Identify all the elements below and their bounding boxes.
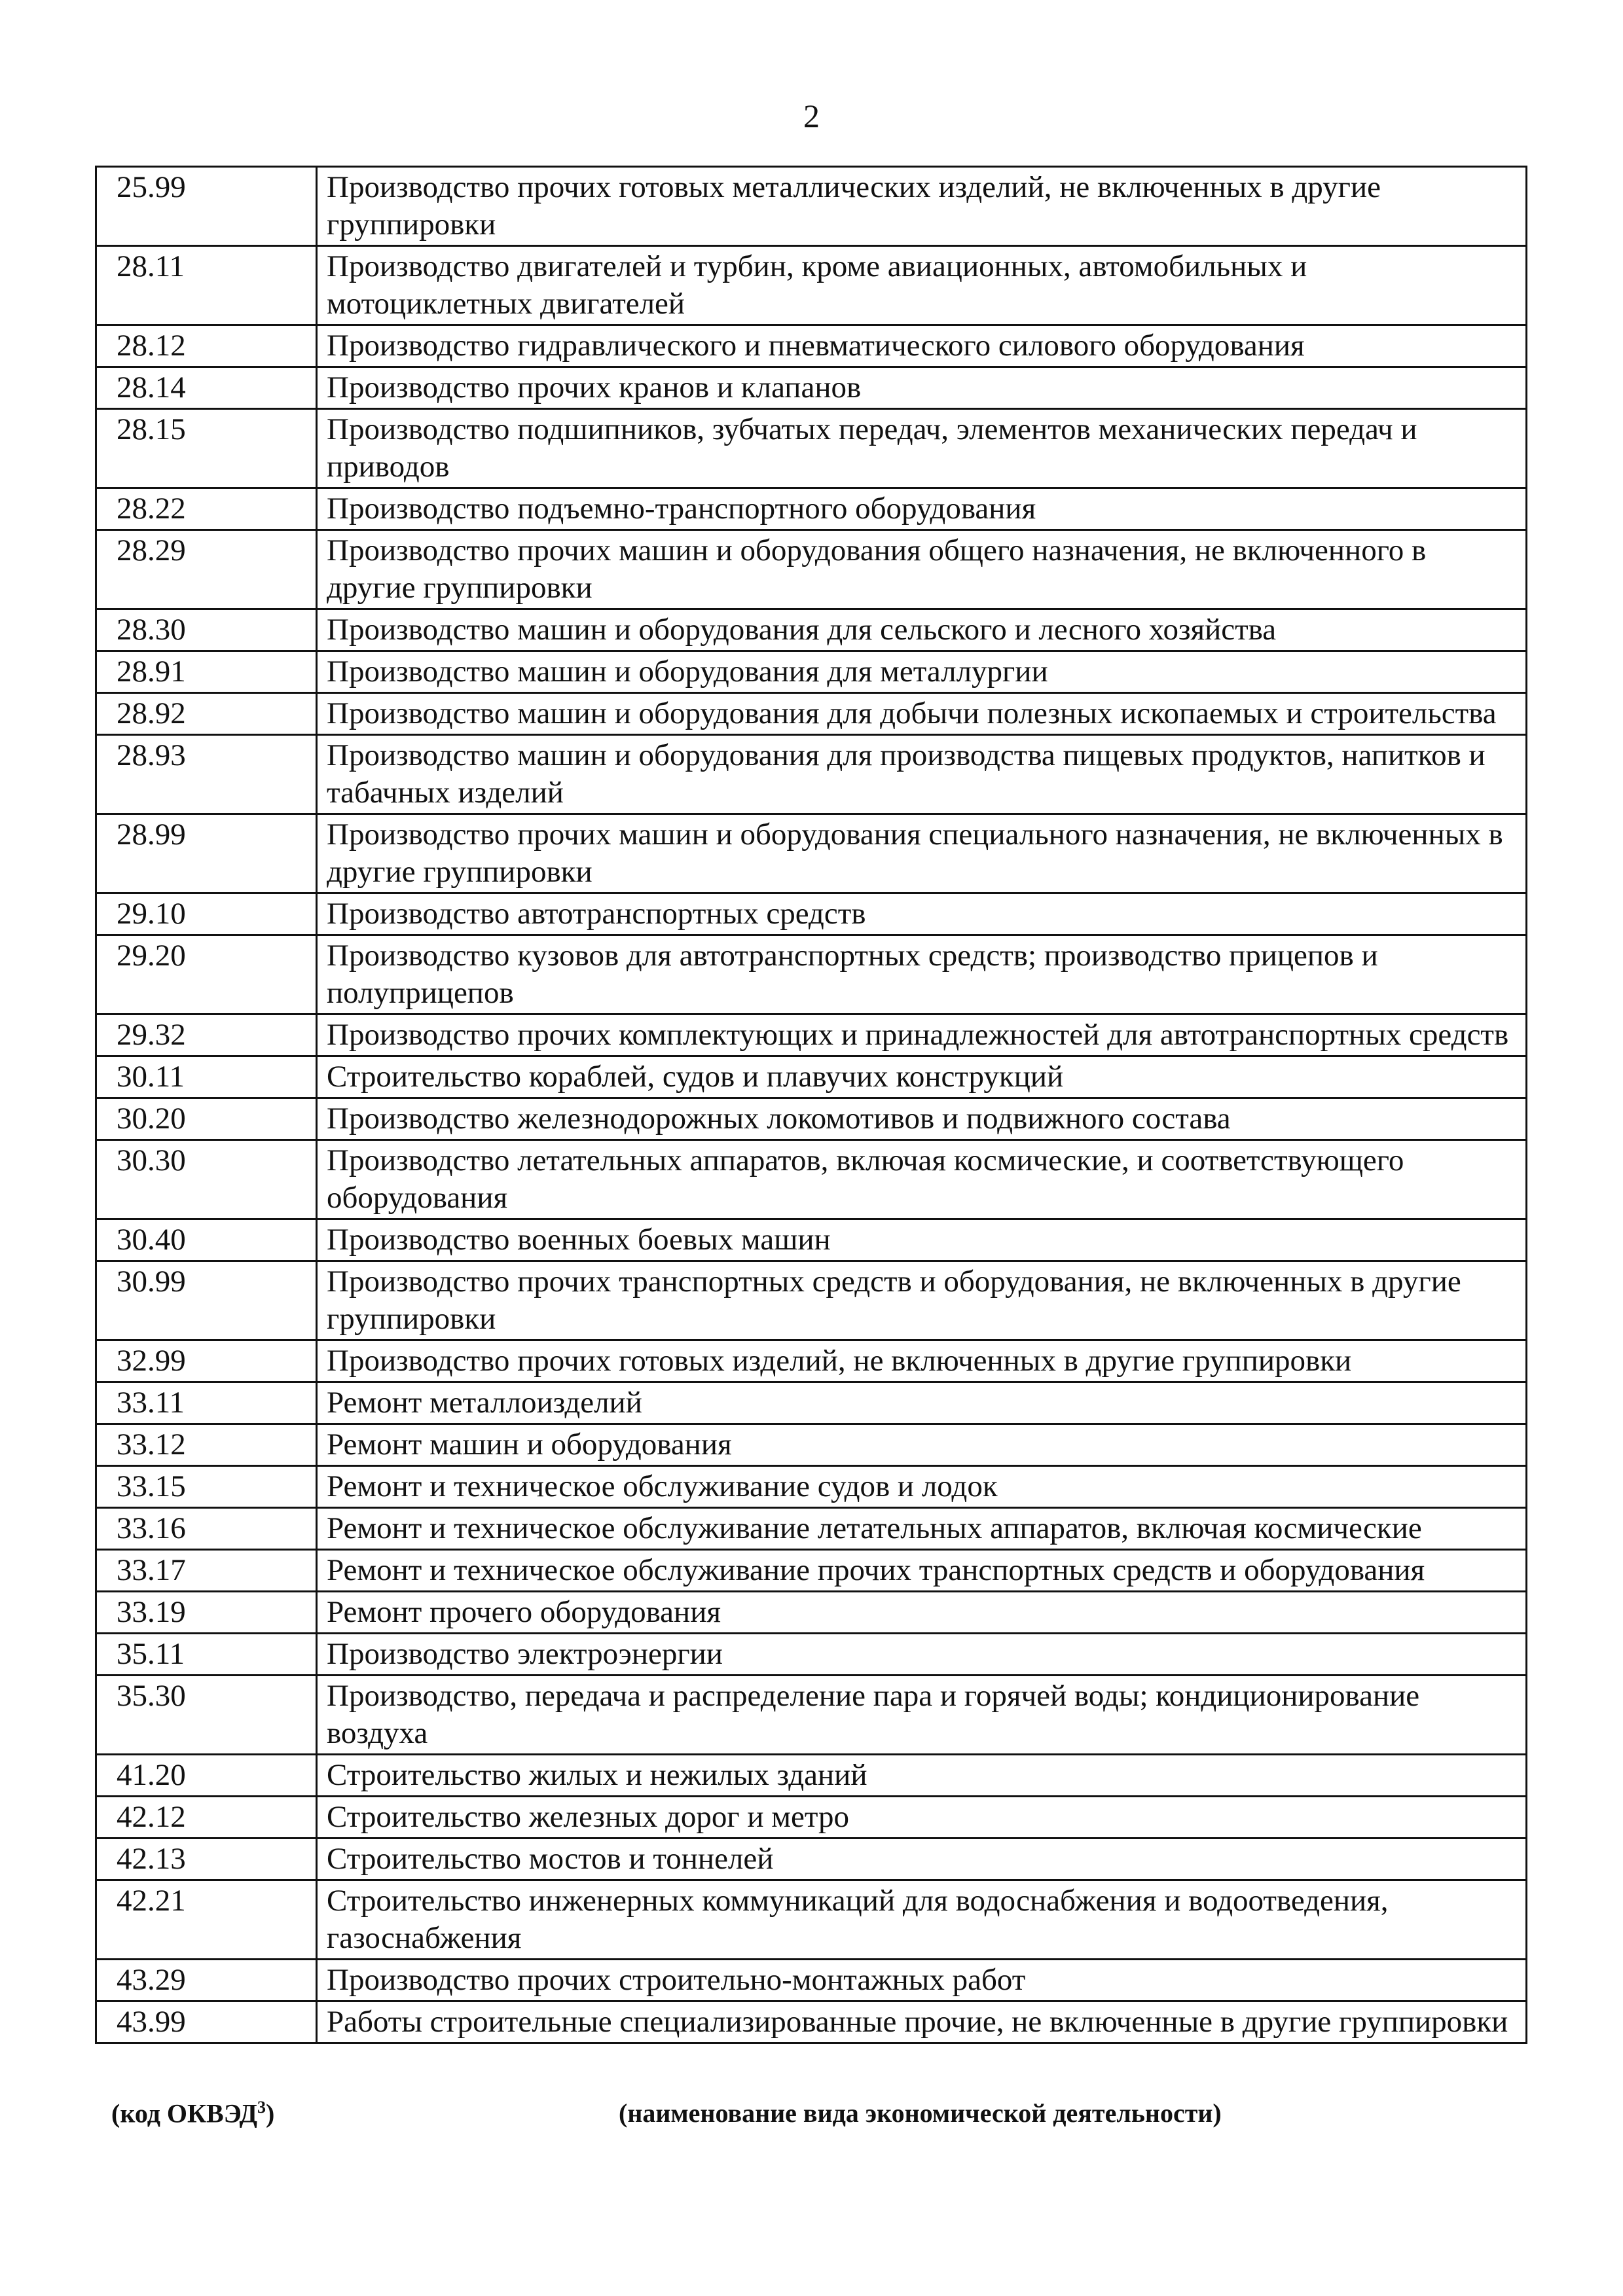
activity-name-cell: Производство машин и оборудования для производства пищевых продуктов, напитков и табачных изделий bbox=[317, 735, 1527, 814]
okved-code-cell: 28.22 bbox=[96, 488, 317, 530]
table-row bbox=[96, 1340, 1527, 1382]
okved-code-cell: 35.11 bbox=[96, 1634, 317, 1676]
activity-name-cell: Производство автотранспортных средств bbox=[317, 893, 1527, 935]
table-row bbox=[96, 1508, 1527, 1550]
okved-code-cell: 28.30 bbox=[96, 609, 317, 651]
page-number: 2 bbox=[803, 98, 820, 134]
code-caption-text: (код ОКВЭД bbox=[111, 2098, 258, 2128]
activity-name-cell: Ремонт и техническое обслуживание летательных аппаратов, включая космические bbox=[317, 1508, 1527, 1550]
activity-name-cell: Производство прочих машин и оборудования общего назначения, не включенного в другие группировки bbox=[317, 530, 1527, 609]
okved-code-cell: 33.16 bbox=[96, 1508, 317, 1550]
okved-code-cell: 28.29 bbox=[96, 530, 317, 609]
activity-name-cell: Производство железнодорожных локомотивов и подвижного состава bbox=[317, 1098, 1527, 1140]
activity-name-cell: Строительство инженерных коммуникаций для водоснабжения и водоотведения, газоснабжения bbox=[317, 1880, 1527, 1960]
table-row bbox=[96, 1219, 1527, 1261]
okved-code-cell: 30.30 bbox=[96, 1140, 317, 1219]
table-row bbox=[96, 1797, 1527, 1839]
table-row bbox=[96, 2001, 1527, 2043]
table-row bbox=[96, 935, 1527, 1014]
activity-name-cell: Производство машин и оборудования для добычи полезных ископаемых и строительства bbox=[317, 693, 1527, 735]
okved-code-cell: 32.99 bbox=[96, 1340, 317, 1382]
table-row bbox=[96, 1466, 1527, 1508]
okved-table bbox=[95, 166, 1527, 2044]
okved-code-cell: 30.11 bbox=[96, 1056, 317, 1098]
activity-name-cell: Производство подъемно-транспортного оборудования bbox=[317, 488, 1527, 530]
activity-name-cell: Производство гидравлического и пневматического силового оборудования bbox=[317, 325, 1527, 367]
activity-name-cell: Производство кузовов для автотранспортных средств; производство прицепов и полуприцепов bbox=[317, 935, 1527, 1014]
okved-code-cell: 42.21 bbox=[96, 1880, 317, 1960]
table-row bbox=[96, 1098, 1527, 1140]
okved-code-cell: 42.12 bbox=[96, 1797, 317, 1839]
activity-name-cell: Производство двигателей и турбин, кроме авиационных, автомобильных и мотоциклетных двигателей bbox=[317, 246, 1527, 325]
okved-code-cell: 28.15 bbox=[96, 409, 317, 488]
okved-code-cell: 33.17 bbox=[96, 1550, 317, 1592]
okved-code-cell: 28.92 bbox=[96, 693, 317, 735]
activity-name-cell: Ремонт и техническое обслуживание прочих транспортных средств и оборудования bbox=[317, 1550, 1527, 1592]
table-row bbox=[96, 530, 1527, 609]
table-row bbox=[96, 488, 1527, 530]
okved-code-cell: 28.12 bbox=[96, 325, 317, 367]
okved-code-cell: 30.99 bbox=[96, 1261, 317, 1340]
okved-code-cell: 43.99 bbox=[96, 2001, 317, 2043]
activity-name-cell: Производство прочих готовых металлических изделий, не включенных в другие группировки bbox=[317, 167, 1527, 246]
activity-name-cell: Производство летательных аппаратов, включая космические, и соответствующего оборудования bbox=[317, 1140, 1527, 1219]
activity-name-cell: Ремонт металлоизделий bbox=[317, 1382, 1527, 1424]
activity-name-cell: Строительство железных дорог и метро bbox=[317, 1797, 1527, 1839]
activity-name-cell: Ремонт машин и оборудования bbox=[317, 1424, 1527, 1466]
okved-code-cell: 33.12 bbox=[96, 1424, 317, 1466]
table-row bbox=[96, 246, 1527, 325]
table-row bbox=[96, 1382, 1527, 1424]
okved-code-cell: 29.10 bbox=[96, 893, 317, 935]
activity-name-cell: Производство прочих машин и оборудования специального назначения, не включенных в другие группировки bbox=[317, 814, 1527, 893]
activity-name-cell: Строительство мостов и тоннелей bbox=[317, 1839, 1527, 1880]
okved-code-cell: 35.30 bbox=[96, 1676, 317, 1755]
table-row bbox=[96, 693, 1527, 735]
okved-code-cell: 41.20 bbox=[96, 1755, 317, 1797]
okved-code-cell: 42.13 bbox=[96, 1839, 317, 1880]
table-row bbox=[96, 609, 1527, 651]
okved-code-cell: 33.15 bbox=[96, 1466, 317, 1508]
okved-code-cell: 28.11 bbox=[96, 246, 317, 325]
okved-code-cell: 25.99 bbox=[96, 167, 317, 246]
code-caption-close: ) bbox=[266, 2098, 275, 2128]
activity-name-cell: Производство прочих комплектующих и принадлежностей для автотранспортных средств bbox=[317, 1014, 1527, 1056]
okved-code-cell: 28.93 bbox=[96, 735, 317, 814]
activity-name-cell: Производство подшипников, зубчатых передач, элементов механических передач и приводов bbox=[317, 409, 1527, 488]
okved-code-cell: 29.20 bbox=[96, 935, 317, 1014]
table-row bbox=[96, 1880, 1527, 1960]
okved-code-cell: 30.40 bbox=[96, 1219, 317, 1261]
okved-table-body bbox=[96, 167, 1527, 2043]
okved-code-cell: 30.20 bbox=[96, 1098, 317, 1140]
table-row bbox=[96, 1755, 1527, 1797]
activity-name-cell: Производство машин и оборудования для сельского и лесного хозяйства bbox=[317, 609, 1527, 651]
table-row bbox=[96, 1960, 1527, 2001]
table-row bbox=[96, 1424, 1527, 1466]
activity-name-cell: Производство машин и оборудования для металлургии bbox=[317, 651, 1527, 693]
table-row bbox=[96, 1676, 1527, 1755]
code-column-caption bbox=[111, 2098, 274, 2128]
activity-name-cell: Работы строительные специализированные прочие, не включенные в другие группировки bbox=[317, 2001, 1527, 2043]
table-row bbox=[96, 735, 1527, 814]
okved-code-cell: 33.11 bbox=[96, 1382, 317, 1424]
okved-code-cell: 43.29 bbox=[96, 1960, 317, 2001]
table-row bbox=[96, 1261, 1527, 1340]
activity-name-cell: Производство, передача и распределение пара и горячей воды; кондиционирование воздуха bbox=[317, 1676, 1527, 1755]
table-row bbox=[96, 409, 1527, 488]
okved-code-cell: 33.19 bbox=[96, 1592, 317, 1634]
table-row bbox=[96, 893, 1527, 935]
table-row bbox=[96, 1550, 1527, 1592]
table-row bbox=[96, 1634, 1527, 1676]
activity-name-cell: Производство прочих строительно-монтажных работ bbox=[317, 1960, 1527, 2001]
table-row bbox=[96, 325, 1527, 367]
table-row bbox=[96, 1592, 1527, 1634]
table-row bbox=[96, 651, 1527, 693]
activity-name-cell: Строительство жилых и нежилых зданий bbox=[317, 1755, 1527, 1797]
activity-name-cell: Производство военных боевых машин bbox=[317, 1219, 1527, 1261]
table-row bbox=[96, 1056, 1527, 1098]
activity-name-cell: Производство электроэнергии bbox=[317, 1634, 1527, 1676]
name-column-caption: (наименование вида экономической деятельности) bbox=[619, 2098, 1222, 2128]
okved-code-cell: 29.32 bbox=[96, 1014, 317, 1056]
activity-name-cell: Ремонт прочего оборудования bbox=[317, 1592, 1527, 1634]
table-row bbox=[96, 367, 1527, 409]
okved-code-cell: 28.99 bbox=[96, 814, 317, 893]
footnote-marker: 3 bbox=[257, 2098, 266, 2117]
table-row bbox=[96, 1014, 1527, 1056]
table-row bbox=[96, 814, 1527, 893]
activity-name-cell: Ремонт и техническое обслуживание судов и лодок bbox=[317, 1466, 1527, 1508]
activity-name-cell: Производство прочих кранов и клапанов bbox=[317, 367, 1527, 409]
activity-name-cell: Строительство кораблей, судов и плавучих конструкций bbox=[317, 1056, 1527, 1098]
table-row bbox=[96, 1140, 1527, 1219]
okved-code-cell: 28.91 bbox=[96, 651, 317, 693]
activity-name-cell: Производство прочих готовых изделий, не включенных в другие группировки bbox=[317, 1340, 1527, 1382]
table-row bbox=[96, 1839, 1527, 1880]
activity-name-cell: Производство прочих транспортных средств и оборудования, не включенных в другие группировки bbox=[317, 1261, 1527, 1340]
okved-code-cell: 28.14 bbox=[96, 367, 317, 409]
table-row bbox=[96, 167, 1527, 246]
